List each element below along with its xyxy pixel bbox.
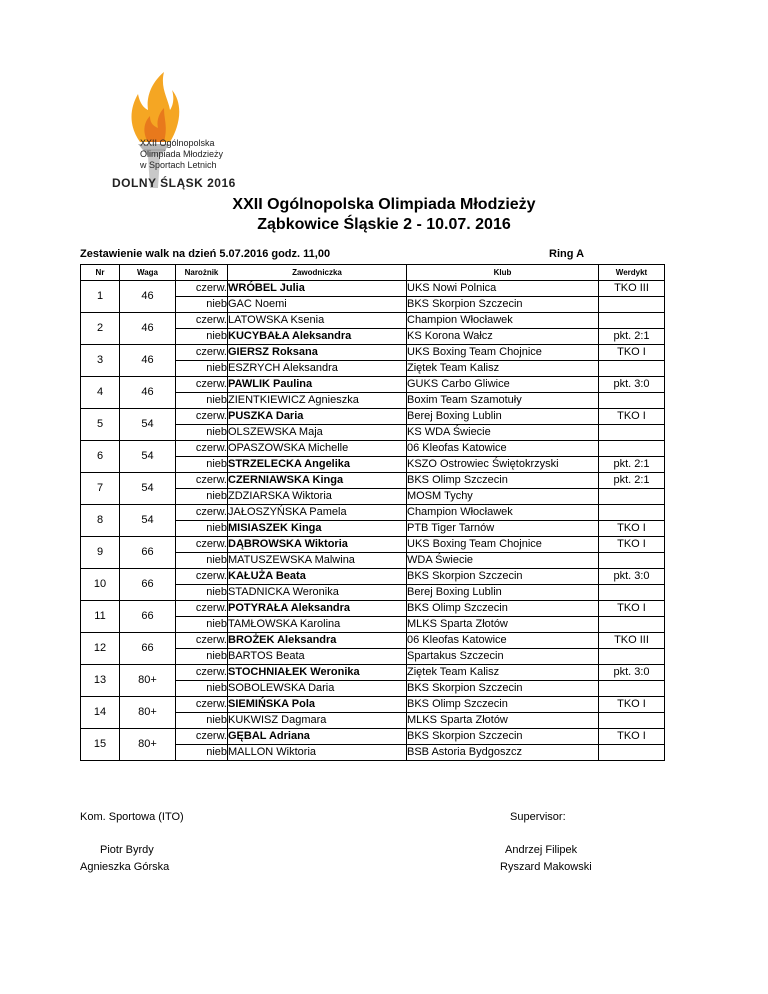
table-row bbox=[81, 505, 665, 521]
bout-number: 11 bbox=[81, 601, 120, 633]
weight-class: 66 bbox=[120, 569, 176, 601]
club-name: BKS Skorpion Szczecin bbox=[407, 297, 599, 313]
table-row bbox=[81, 537, 665, 553]
club-name: BKS Skorpion Szczecin bbox=[407, 681, 599, 697]
corner-label: czerw. bbox=[176, 377, 228, 393]
verdict: pkt. 2:1 bbox=[599, 329, 665, 345]
club-name: KS WDA Świecie bbox=[407, 425, 599, 441]
corner-label: nieb bbox=[176, 393, 228, 409]
verdict bbox=[599, 585, 665, 601]
table-row bbox=[81, 281, 665, 297]
boxer-name: STRZELECKA Angelika bbox=[228, 457, 407, 473]
club-name: UKS Boxing Team Chojnice bbox=[407, 537, 599, 553]
header-corner: Narożnik bbox=[176, 265, 228, 281]
logo-region: DOLNY ŚLĄSK 2016 bbox=[112, 176, 236, 190]
boxer-name: MALLON Wiktoria bbox=[228, 745, 407, 761]
club-name: Spartakus Szczecin bbox=[407, 649, 599, 665]
verdict bbox=[599, 425, 665, 441]
boxer-name: PUSZKA Daria bbox=[228, 409, 407, 425]
boxer-name: PAWLIK Paulina bbox=[228, 377, 407, 393]
table-row bbox=[81, 409, 665, 425]
club-name: BKS Skorpion Szczecin bbox=[407, 729, 599, 745]
ring-label: Ring A bbox=[549, 248, 585, 260]
weight-class: 66 bbox=[120, 537, 176, 569]
supervisor-label: Supervisor: bbox=[510, 811, 566, 823]
corner-label: nieb bbox=[176, 713, 228, 729]
corner-label: nieb bbox=[176, 457, 228, 473]
boxer-name: ZIENTKIEWICZ Agnieszka bbox=[228, 393, 407, 409]
corner-label: czerw. bbox=[176, 601, 228, 617]
table-row bbox=[81, 665, 665, 681]
club-name: GUKS Carbo Gliwice bbox=[407, 377, 599, 393]
table-header-row bbox=[81, 265, 665, 281]
bout-number: 12 bbox=[81, 633, 120, 665]
bout-number: 10 bbox=[81, 569, 120, 601]
verdict: TKO III bbox=[599, 633, 665, 649]
bout-number: 6 bbox=[81, 441, 120, 473]
table-row bbox=[81, 473, 665, 489]
verdict bbox=[599, 297, 665, 313]
verdict: pkt. 3:0 bbox=[599, 569, 665, 585]
club-name: PTB Tiger Tarnów bbox=[407, 521, 599, 537]
bout-number: 4 bbox=[81, 377, 120, 409]
weight-class: 54 bbox=[120, 505, 176, 537]
verdict bbox=[599, 681, 665, 697]
verdict bbox=[599, 553, 665, 569]
corner-label: czerw. bbox=[176, 505, 228, 521]
boxer-name: SOBOLEWSKA Daria bbox=[228, 681, 407, 697]
boxer-name: CZERNIAWSKA Kinga bbox=[228, 473, 407, 489]
weight-class: 46 bbox=[120, 377, 176, 409]
verdict bbox=[599, 617, 665, 633]
boxer-name: ESZRYCH Aleksandra bbox=[228, 361, 407, 377]
corner-label: czerw. bbox=[176, 441, 228, 457]
boxer-name: KAŁUŻA Beata bbox=[228, 569, 407, 585]
corner-label: czerw. bbox=[176, 697, 228, 713]
boxer-name: BARTOS Beata bbox=[228, 649, 407, 665]
club-name: Ziętek Team Kalisz bbox=[407, 665, 599, 681]
verdict: TKO I bbox=[599, 537, 665, 553]
club-name: BSB Astoria Bydgoszcz bbox=[407, 745, 599, 761]
verdict bbox=[599, 745, 665, 761]
club-name: Ziętek Team Kalisz bbox=[407, 361, 599, 377]
club-name: KSZO Ostrowiec Świętokrzyski bbox=[407, 457, 599, 473]
weight-class: 66 bbox=[120, 601, 176, 633]
header-name: Zawodniczka bbox=[228, 265, 407, 281]
weight-class: 66 bbox=[120, 633, 176, 665]
verdict: pkt. 2:1 bbox=[599, 457, 665, 473]
corner-label: nieb bbox=[176, 297, 228, 313]
club-name: BKS Olimp Szczecin bbox=[407, 697, 599, 713]
table-row bbox=[81, 569, 665, 585]
club-name: MOSM Tychy bbox=[407, 489, 599, 505]
club-name: Champion Włocławek bbox=[407, 313, 599, 329]
bout-number: 13 bbox=[81, 665, 120, 697]
club-name: MLKS Sparta Złotów bbox=[407, 617, 599, 633]
verdict: pkt. 2:1 bbox=[599, 473, 665, 489]
table-row bbox=[81, 313, 665, 329]
boxer-name: KUKWISZ Dagmara bbox=[228, 713, 407, 729]
boxer-name: LATOWSKA Ksenia bbox=[228, 313, 407, 329]
club-name: 06 Kleofas Katowice bbox=[407, 633, 599, 649]
bout-number: 8 bbox=[81, 505, 120, 537]
boxer-name: MATUSZEWSKA Malwina bbox=[228, 553, 407, 569]
bout-number: 14 bbox=[81, 697, 120, 729]
logo-line-2: Olimpiada Młodzieży bbox=[140, 149, 224, 159]
bout-number: 3 bbox=[81, 345, 120, 377]
verdict bbox=[599, 313, 665, 329]
club-name: Champion Włocławek bbox=[407, 505, 599, 521]
logo-line-3: w Sportach Letnich bbox=[140, 160, 217, 170]
corner-label: czerw. bbox=[176, 281, 228, 297]
commission-label: Kom. Sportowa (ITO) bbox=[80, 811, 184, 823]
club-name: BKS Olimp Szczecin bbox=[407, 473, 599, 489]
verdict: pkt. 3:0 bbox=[599, 377, 665, 393]
club-name: Boxim Team Szamotuły bbox=[407, 393, 599, 409]
corner-label: czerw. bbox=[176, 345, 228, 361]
verdict: TKO I bbox=[599, 409, 665, 425]
corner-label: czerw. bbox=[176, 633, 228, 649]
schedule-info: Zestawienie walk na dzień 5.07.2016 godz. 11,00 bbox=[80, 248, 331, 260]
boxer-name: ZDZIARSKA Wiktoria bbox=[228, 489, 407, 505]
bout-number: 5 bbox=[81, 409, 120, 441]
corner-label: czerw. bbox=[176, 665, 228, 681]
logo-line-1: XXII Ogólnopolska bbox=[140, 138, 215, 148]
boxer-name: POTYRAŁA Aleksandra bbox=[228, 601, 407, 617]
table-row bbox=[81, 633, 665, 649]
corner-label: czerw. bbox=[176, 313, 228, 329]
verdict bbox=[599, 649, 665, 665]
corner-label: czerw. bbox=[176, 409, 228, 425]
bout-number: 15 bbox=[81, 729, 120, 761]
logo-caption bbox=[140, 138, 223, 171]
club-name: BKS Skorpion Szczecin bbox=[407, 569, 599, 585]
bout-number: 2 bbox=[81, 313, 120, 345]
weight-class: 80+ bbox=[120, 665, 176, 697]
club-name: Berej Boxing Lublin bbox=[407, 585, 599, 601]
corner-label: czerw. bbox=[176, 473, 228, 489]
boxer-name: OLSZEWSKA Maja bbox=[228, 425, 407, 441]
corner-label: czerw. bbox=[176, 569, 228, 585]
verdict bbox=[599, 713, 665, 729]
corner-label: nieb bbox=[176, 681, 228, 697]
weight-class: 54 bbox=[120, 441, 176, 473]
page-title: XXII Ogólnopolska Olimpiada Młodzieży bbox=[232, 196, 536, 213]
verdict: TKO III bbox=[599, 281, 665, 297]
commission-member: Piotr Byrdy bbox=[100, 844, 154, 856]
club-name: Berej Boxing Lublin bbox=[407, 409, 599, 425]
bout-number: 1 bbox=[81, 281, 120, 313]
club-name: BKS Olimp Szczecin bbox=[407, 601, 599, 617]
verdict: TKO I bbox=[599, 697, 665, 713]
boxer-name: SIEMIŃSKA Pola bbox=[228, 697, 407, 713]
corner-label: nieb bbox=[176, 553, 228, 569]
verdict bbox=[599, 441, 665, 457]
corner-label: nieb bbox=[176, 745, 228, 761]
weight-class: 80+ bbox=[120, 729, 176, 761]
club-name: WDA Świecie bbox=[407, 553, 599, 569]
header-waga: Waga bbox=[120, 265, 176, 281]
club-name: 06 Kleofas Katowice bbox=[407, 441, 599, 457]
table-row bbox=[81, 697, 665, 713]
corner-label: nieb bbox=[176, 361, 228, 377]
weight-class: 46 bbox=[120, 345, 176, 377]
bout-number: 7 bbox=[81, 473, 120, 505]
boxer-name: WRÓBEL Julia bbox=[228, 281, 407, 297]
header-nr: Nr bbox=[81, 265, 120, 281]
corner-label: nieb bbox=[176, 649, 228, 665]
club-name: UKS Boxing Team Chojnice bbox=[407, 345, 599, 361]
weight-class: 54 bbox=[120, 473, 176, 505]
bout-number: 9 bbox=[81, 537, 120, 569]
club-name: MLKS Sparta Złotów bbox=[407, 713, 599, 729]
verdict: pkt. 3:0 bbox=[599, 665, 665, 681]
table-row bbox=[81, 441, 665, 457]
boxer-name: GAC Noemi bbox=[228, 297, 407, 313]
corner-label: nieb bbox=[176, 425, 228, 441]
table-row bbox=[81, 729, 665, 745]
verdict bbox=[599, 489, 665, 505]
header-club: Klub bbox=[407, 265, 599, 281]
supervisor-name: Andrzej Filipek bbox=[505, 844, 578, 856]
boxer-name: GIERSZ Roksana bbox=[228, 345, 407, 361]
header-verdict: Werdykt bbox=[599, 265, 665, 281]
boxer-name: DĄBROWSKA Wiktoria bbox=[228, 537, 407, 553]
verdict bbox=[599, 393, 665, 409]
table-row bbox=[81, 345, 665, 361]
boxer-name: TAMŁOWSKA Karolina bbox=[228, 617, 407, 633]
boxer-name: OPASZOWSKA Michelle bbox=[228, 441, 407, 457]
verdict: TKO I bbox=[599, 521, 665, 537]
verdict: TKO I bbox=[599, 345, 665, 361]
verdict: TKO I bbox=[599, 601, 665, 617]
table-row bbox=[81, 377, 665, 393]
corner-label: nieb bbox=[176, 521, 228, 537]
club-name: KS Korona Wałcz bbox=[407, 329, 599, 345]
bouts-table bbox=[80, 264, 665, 761]
boxer-name: BROŻEK Aleksandra bbox=[228, 633, 407, 649]
commission-member: Agnieszka Górska bbox=[80, 861, 170, 873]
bouts-body bbox=[81, 281, 665, 761]
weight-class: 80+ bbox=[120, 697, 176, 729]
corner-label: nieb bbox=[176, 329, 228, 345]
boxer-name: STADNICKA Weronika bbox=[228, 585, 407, 601]
boxer-name: MISIASZEK Kinga bbox=[228, 521, 407, 537]
weight-class: 54 bbox=[120, 409, 176, 441]
verdict bbox=[599, 361, 665, 377]
weight-class: 46 bbox=[120, 281, 176, 313]
corner-label: czerw. bbox=[176, 537, 228, 553]
supervisor-name: Ryszard Makowski bbox=[500, 861, 592, 873]
corner-label: nieb bbox=[176, 585, 228, 601]
boxer-name: GĘBAL Adriana bbox=[228, 729, 407, 745]
club-name: UKS Nowi Polnica bbox=[407, 281, 599, 297]
page-subtitle: Ząbkowice Śląskie 2 - 10.07. 2016 bbox=[257, 216, 511, 233]
verdict: TKO I bbox=[599, 729, 665, 745]
boxer-name: STOCHNIAŁEK Weronika bbox=[228, 665, 407, 681]
verdict bbox=[599, 505, 665, 521]
weight-class: 46 bbox=[120, 313, 176, 345]
table-row bbox=[81, 601, 665, 617]
corner-label: nieb bbox=[176, 489, 228, 505]
boxer-name: JAŁOSZYŃSKA Pamela bbox=[228, 505, 407, 521]
boxer-name: KUCYBAŁA Aleksandra bbox=[228, 329, 407, 345]
corner-label: nieb bbox=[176, 617, 228, 633]
corner-label: czerw. bbox=[176, 729, 228, 745]
